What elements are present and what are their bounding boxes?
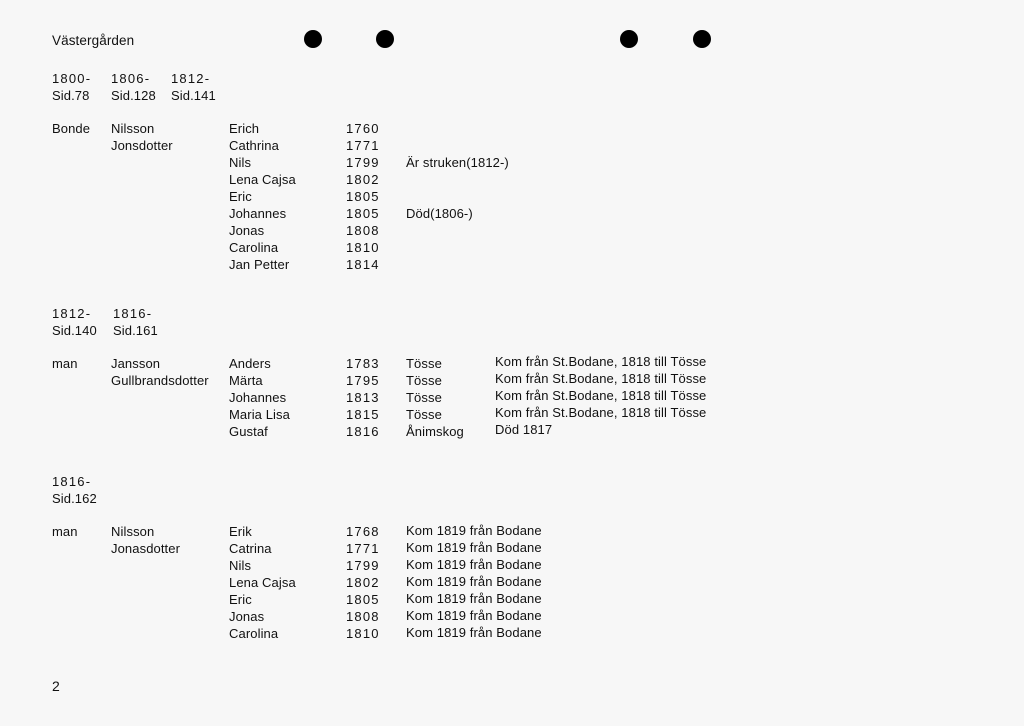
period-page: Sid.162 xyxy=(52,491,97,506)
birth-year: 1768 xyxy=(346,524,380,539)
note-column xyxy=(495,354,706,439)
birth-year: 1799 xyxy=(346,558,380,573)
birth-year: 1805 xyxy=(346,592,380,607)
year-column xyxy=(346,356,380,441)
person-name: Cathrina xyxy=(229,138,279,153)
note: Kom från St.Bodane, 1818 till Tösse xyxy=(495,354,707,369)
note xyxy=(406,121,509,138)
parish: Tösse xyxy=(406,390,442,405)
person-name: Carolina xyxy=(229,626,279,641)
person-name: Gustaf xyxy=(229,424,268,439)
period-years: 1816- xyxy=(113,306,153,321)
person-name: Eric xyxy=(229,189,252,204)
surname-column xyxy=(111,356,209,389)
parish-column xyxy=(406,356,464,441)
household-role: man xyxy=(52,524,78,539)
surname: Jonasdotter xyxy=(111,541,181,556)
period-page: Sid.141 xyxy=(171,88,216,103)
page-title: Västergården xyxy=(52,33,135,48)
note: Kom 1819 från Bodane xyxy=(406,557,542,572)
birth-year: 1771 xyxy=(346,138,380,153)
period-years: 1812- xyxy=(52,306,92,321)
parish: Ånimskog xyxy=(406,424,464,439)
name-column xyxy=(229,356,290,441)
note: Kom 1819 från Bodane xyxy=(406,523,542,538)
person-name: Eric xyxy=(229,592,252,607)
person-name: Johannes xyxy=(229,206,287,221)
parish: Tösse xyxy=(406,407,442,422)
surname-column xyxy=(111,121,173,154)
birth-year: 1802 xyxy=(346,172,380,187)
note: Kom 1819 från Bodane xyxy=(406,625,542,640)
person-name: Jonas xyxy=(229,223,265,238)
note xyxy=(406,172,509,189)
person-name: Lena Cajsa xyxy=(229,575,296,590)
person-name: Nils xyxy=(229,558,252,573)
period-page: Sid.128 xyxy=(111,88,156,103)
punch-hole-icon xyxy=(693,30,711,48)
period-page: Sid.140 xyxy=(52,323,97,338)
surname: Gullbrandsdotter xyxy=(111,373,209,388)
period-years: 1806- xyxy=(111,71,151,86)
birth-year: 1802 xyxy=(346,575,380,590)
birth-year: 1810 xyxy=(346,240,380,255)
note: Är struken(1812-) xyxy=(406,155,509,170)
person-name: Jonas xyxy=(229,609,265,624)
person-name: Erich xyxy=(229,121,260,136)
surname: Jonsdotter xyxy=(111,138,173,153)
birth-year: 1799 xyxy=(346,155,380,170)
period-years: 1812- xyxy=(171,71,211,86)
person-name: Märta xyxy=(229,373,263,388)
birth-year: 1808 xyxy=(346,609,380,624)
year-column xyxy=(346,524,380,643)
surname: Nilsson xyxy=(111,524,155,539)
note xyxy=(406,189,509,206)
person-name: Jan Petter xyxy=(229,257,290,272)
person-name: Johannes xyxy=(229,390,287,405)
person-name: Anders xyxy=(229,356,271,371)
note: Kom från St.Bodane, 1818 till Tösse xyxy=(495,388,707,403)
note xyxy=(406,223,509,240)
note: Kom 1819 från Bodane xyxy=(406,608,542,623)
household-role: Bonde xyxy=(52,121,91,136)
person-name: Erik xyxy=(229,524,252,539)
name-column xyxy=(229,121,296,274)
birth-year: 1816 xyxy=(346,424,380,439)
note: Död(1806-) xyxy=(406,206,473,221)
note-column xyxy=(406,523,542,642)
note xyxy=(406,240,509,257)
note xyxy=(406,257,509,274)
page-number: 2 xyxy=(52,678,60,694)
surname: Jansson xyxy=(111,356,161,371)
name-column xyxy=(229,524,296,643)
note: Kom 1819 från Bodane xyxy=(406,591,542,606)
birth-year: 1813 xyxy=(346,390,380,405)
birth-year: 1795 xyxy=(346,373,380,388)
period-years: 1800- xyxy=(52,71,92,86)
birth-year: 1810 xyxy=(346,626,380,641)
note: Kom från St.Bodane, 1818 till Tösse xyxy=(495,405,707,420)
parish: Tösse xyxy=(406,373,442,388)
note: Kom 1819 från Bodane xyxy=(406,540,542,555)
household-role: man xyxy=(52,356,78,371)
note: Död 1817 xyxy=(495,422,553,437)
birth-year: 1805 xyxy=(346,206,380,221)
year-column xyxy=(346,121,380,274)
parish: Tösse xyxy=(406,356,442,371)
surname: Nilsson xyxy=(111,121,155,136)
person-name: Catrina xyxy=(229,541,272,556)
birth-year: 1815 xyxy=(346,407,380,422)
period-years: 1816- xyxy=(52,474,92,489)
punch-hole-icon xyxy=(376,30,394,48)
person-name: Maria Lisa xyxy=(229,407,290,422)
note-column xyxy=(406,121,509,274)
note: Kom från St.Bodane, 1818 till Tösse xyxy=(495,371,707,386)
note xyxy=(406,138,509,155)
birth-year: 1783 xyxy=(346,356,380,371)
person-name: Carolina xyxy=(229,240,279,255)
birth-year: 1814 xyxy=(346,257,380,272)
birth-year: 1760 xyxy=(346,121,380,136)
period-page: Sid.78 xyxy=(52,88,90,103)
person-name: Lena Cajsa xyxy=(229,172,296,187)
surname-column xyxy=(111,524,180,557)
birth-year: 1808 xyxy=(346,223,380,238)
person-name: Nils xyxy=(229,155,252,170)
birth-year: 1771 xyxy=(346,541,380,556)
punch-hole-icon xyxy=(304,30,322,48)
punch-hole-icon xyxy=(620,30,638,48)
period-page: Sid.161 xyxy=(113,323,158,338)
note: Kom 1819 från Bodane xyxy=(406,574,542,589)
birth-year: 1805 xyxy=(346,189,380,204)
